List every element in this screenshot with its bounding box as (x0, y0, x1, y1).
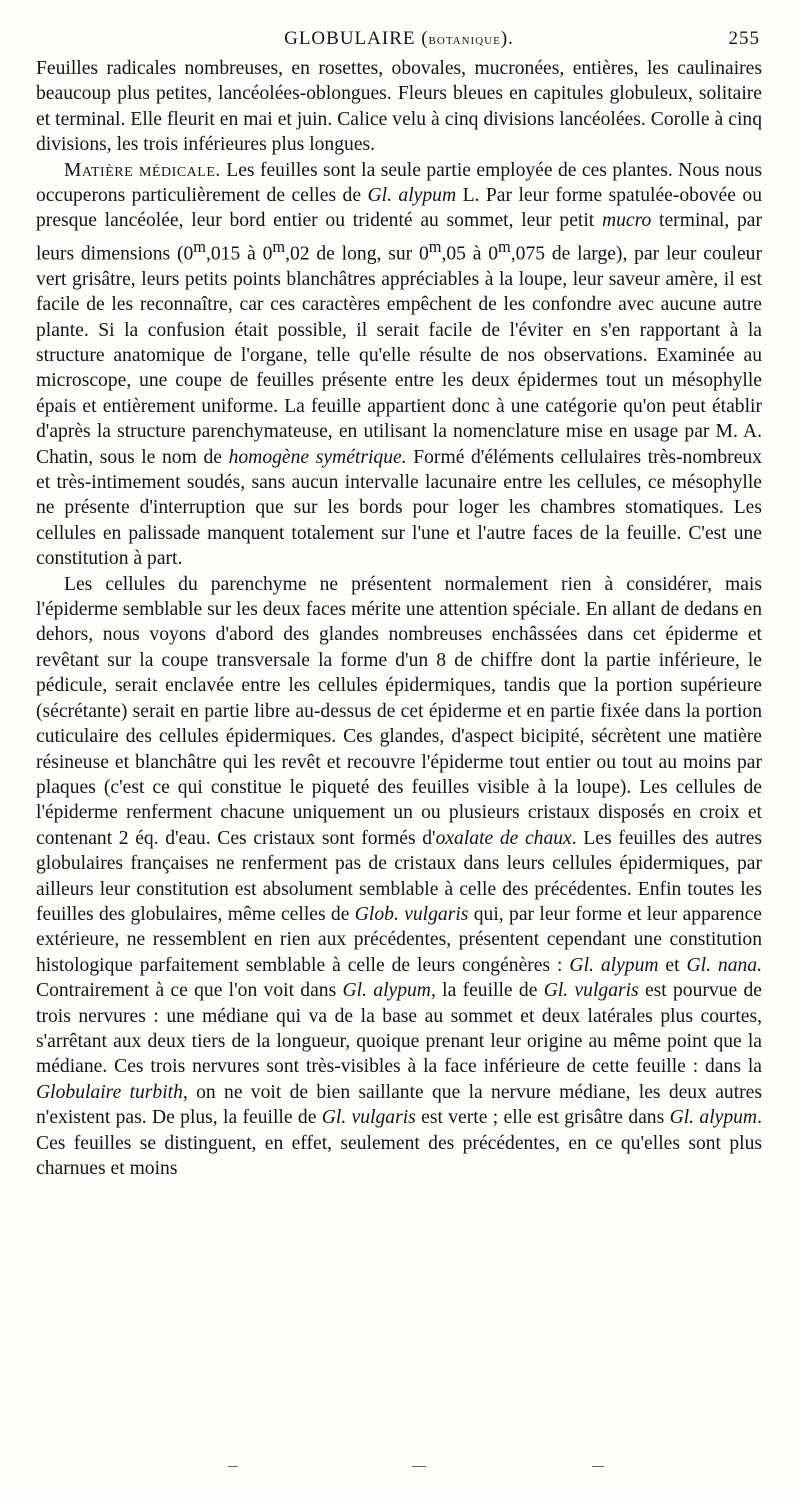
text-run: , la feuille de (430, 980, 544, 1002)
running-subtitle: botanique (428, 32, 501, 48)
text-run: Contrairement à ce que l'on voit dans (36, 980, 343, 1002)
text-run: ,015 à 0 (205, 243, 273, 265)
text-run: ,05 à 0 (441, 243, 499, 265)
text-run: et (658, 954, 687, 976)
print-mark (228, 1466, 238, 1467)
print-mark (592, 1466, 604, 1467)
text-run: ,02 de long, sur 0 (285, 243, 429, 265)
species-name: Gl. alypum (367, 185, 457, 207)
unit-superscript: m (193, 236, 206, 256)
text-run: , on ne voit de bien saillante que la nervure médiane, les deux autres n'existent pas. De plus, la feuille de (36, 1081, 762, 1129)
species-name: Gl. alypum (669, 1107, 758, 1129)
text-run: . Ces feuilles se distinguent, en effet, seulement des précédentes, en ce qu'elles sont plus charnues et moins (36, 1107, 762, 1179)
text-run: . Les feuilles des autres globulaires françaises ne renferment pas de cristaux dans leurs cellules épidermiques, par ailleurs leur constitution est absolument semblable à celle des précédentes. Enfin toutes les feuilles des globulaires, même celles de (36, 827, 763, 925)
section-lead: Matière médicale. (64, 159, 221, 181)
species-name: Gl. alypum (569, 954, 659, 976)
page-number: 255 (728, 28, 760, 49)
paragraph-matiere-medicale (36, 158, 762, 572)
text-run: L. Par leur forme spatulée-obovée ou presque lancéolée, leur bord entier ou tridenté au sommet, leur petit (36, 185, 762, 232)
species-name: Gl. nana. (686, 954, 762, 976)
print-mark (412, 1466, 426, 1467)
term-italic: mucro (601, 210, 652, 232)
text-run: terminal, par leurs dimensions (0 (36, 210, 762, 265)
text-run: Les feuilles sont la seule partie employée de ces plantes. Nous nous occuperons particulièrement de celles de (36, 159, 762, 207)
species-name: Gl. vulgaris (543, 980, 639, 1002)
term-italic: homogène symétrique. (228, 446, 407, 468)
species-name: Globulaire turbith (36, 1081, 183, 1103)
paragraph-epiderme (36, 572, 762, 1182)
paragraph-description: Feuilles radicales nombreuses, en rosettes, obovales, mucronées, entières, les caulinaires beaucoup plus petites, lancéolées-oblongues. Fleurs bleues en capitules globuleux, solitaire et terminal. Elle fleurit en mai et juin. Calice velu à cinq divisions lancéolées. Corolle à cinq divisions, les trois inférieures plus longues. (36, 58, 762, 156)
species-name: Gl. vulgaris (321, 1107, 416, 1129)
running-title-close: ). (500, 28, 514, 49)
species-name: Glob. vulgaris (354, 903, 469, 925)
unit-superscript: m (428, 236, 442, 256)
unit-superscript: m (498, 236, 511, 256)
text-run: est pourvue de trois nervures : une médiane qui va de la base au sommet et deux latérales plus courtes, s'arrêtant aux deux tiers de la longueur, quoique prenant leur origine au même point que la médiane. Ces trois nervures sont très-visibles à la face inférieure de cette feuille : dans la (36, 980, 762, 1078)
print-marks (0, 1458, 800, 1478)
term-italic: oxalate de chaux (435, 827, 572, 849)
running-title (284, 28, 514, 50)
text-run: est verte ; elle est grisâtre dans (415, 1107, 670, 1129)
running-header (36, 28, 762, 56)
text-run: Formé d'éléments cellulaires très-nombreux et très-intimement soudés, sans aucun intervalle lacunaire entre les cellules, ce mésophylle ne présente d'interruption que sur les bords pour loger les chambres stomatiques. Les cellules en palissade manquent totalement sur l'une et l'autre faces de la feuille. C'est une constitution à part. (36, 446, 762, 570)
text-run: qui, par leur forme et leur apparence extérieure, ne ressemblent en rien aux précédentes, présentent cependant une constitution histologique parfaitement semblable à celle de leurs congénères : (36, 903, 762, 976)
species-name: Gl. alypum (342, 980, 431, 1002)
running-title-text: GLOBULAIRE ( (284, 28, 429, 49)
unit-superscript: m (272, 236, 286, 256)
text-run: Les cellules du parenchyme ne présentent normalement rien à considérer, mais l'épiderme semblable sur les deux faces mérite une attention spéciale. En allant de dedans en dehors, nous voyons d'abord des glandes nombreuses enchâssées dans cet épiderme et revêtant sur la coupe transversale la forme d'un 8 de chiffre dont la partie inférieure, le pédicule, serait enclavée entre les cellules épidermiques, tandis que la portion supérieure (sécrétante) serait en partie libre au-dessus de cet épiderme et en partie fixée dans la portion cuticulaire des cellules épidermiques. Ces glandes, d'aspect bicipité, sécrètent une matière résineuse et blanchâtre qui les revêt et recouvre l'épiderme tout entier ou tout au moins par plaques (c'est ce qui constitue le piqueté des feuilles visible à la loupe). Les cellules de l'épiderme renferment chacune uniquement un ou plusieurs cristaux disposés en croix et contenant 2 éq. d'eau. Ces cristaux sont formés d' (36, 573, 762, 849)
text-run: ,075 de large), par leur couleur vert grisâtre, leurs petits points blanchâtres appréciables à la loupe, leur saveur amère, il est facile de les reconnaître, car ces caractères empêchent de les confondre avec aucune autre plante. Si la confusion était possible, il serait facile de l'éviter en s'en rapportant à la structure anatomique de l'organe, telle qu'elle résulte de nos observations. Examinée au microscope, une coupe de feuilles présente entre les deux épidermes tout un mésophylle épais et entièrement uniforme. La feuille appartient donc à une catégorie qu'on peut établir d'après la structure parenchymateuse, en utilisant la nomenclature mise en usage par M. A. Chatin, sous le nom de (36, 243, 762, 468)
